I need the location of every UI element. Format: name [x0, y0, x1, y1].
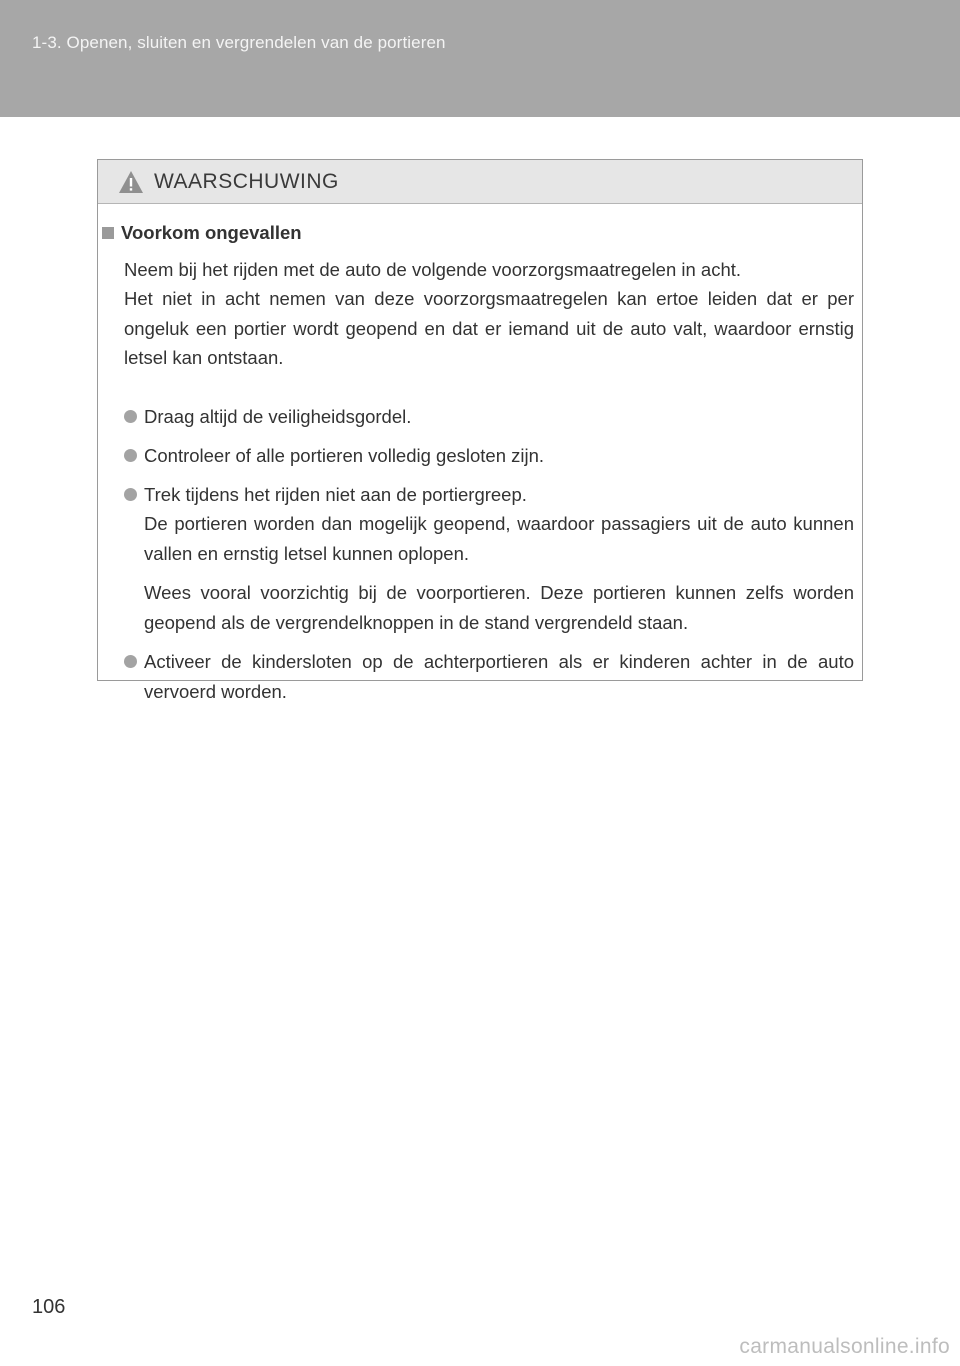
warning-header — [98, 160, 862, 204]
watermark-text: carmanualsonline.info — [739, 1335, 950, 1358]
bullet-item — [124, 441, 854, 471]
bullet-text: Draag altijd de veiligheidsgordel. — [144, 406, 412, 427]
bullet-detail-paragraph: Wees vooral voorzichtig bij de voorportieren. Deze portieren kunnen zelfs worden geopend als de vergrendelknoppen in de stand vergrendeld staan. — [144, 582, 854, 633]
bullet-item — [124, 480, 854, 510]
square-bullet-icon — [102, 227, 114, 239]
section-header-title: 1-3. Openen, sluiten en vergrendelen van de portieren — [32, 33, 446, 52]
intro-line-1: Neem bij het rijden met de auto de volgende voorzorgsmaatregelen in acht. — [124, 259, 742, 280]
bullet-text: Activeer de kindersloten op de achterportieren als er kinderen achter in de auto vervoerd worden. — [144, 651, 854, 702]
warning-box — [97, 159, 863, 702]
bullet-text: Controleer of alle portieren volledig gesloten zijn. — [144, 445, 545, 466]
section-heading — [102, 222, 302, 244]
header-band — [0, 0, 960, 117]
warning-title: WAARSCHUWING — [154, 169, 339, 193]
page-number: 106 — [32, 1296, 66, 1318]
bullet-text: Trek tijdens het rijden niet aan de portiergreep. — [144, 484, 527, 505]
bullet-dot-icon — [124, 410, 137, 423]
warning-triangle-icon — [118, 170, 144, 194]
bullet-dot-icon — [124, 449, 137, 462]
bullet-dot-icon — [124, 655, 137, 668]
bullet-detail-paragraph: De portieren worden dan mogelijk geopend, waardoor passagiers uit de auto kunnen vallen en ernstig letsel kunnen oplopen. — [144, 513, 854, 564]
bullet-dot-icon — [124, 488, 137, 501]
intro-paragraph: Het niet in acht nemen van deze voorzorgsmaatregelen kan ertoe leiden dat er per ongeluk een portier wordt geopend en dat er iemand uit de auto valt, waardoor ernstig letsel kan ontstaan. — [124, 288, 854, 368]
bullet-item — [124, 402, 854, 432]
section-heading-text: Voorkom ongevallen — [121, 222, 302, 243]
bullet-item — [124, 647, 854, 706]
